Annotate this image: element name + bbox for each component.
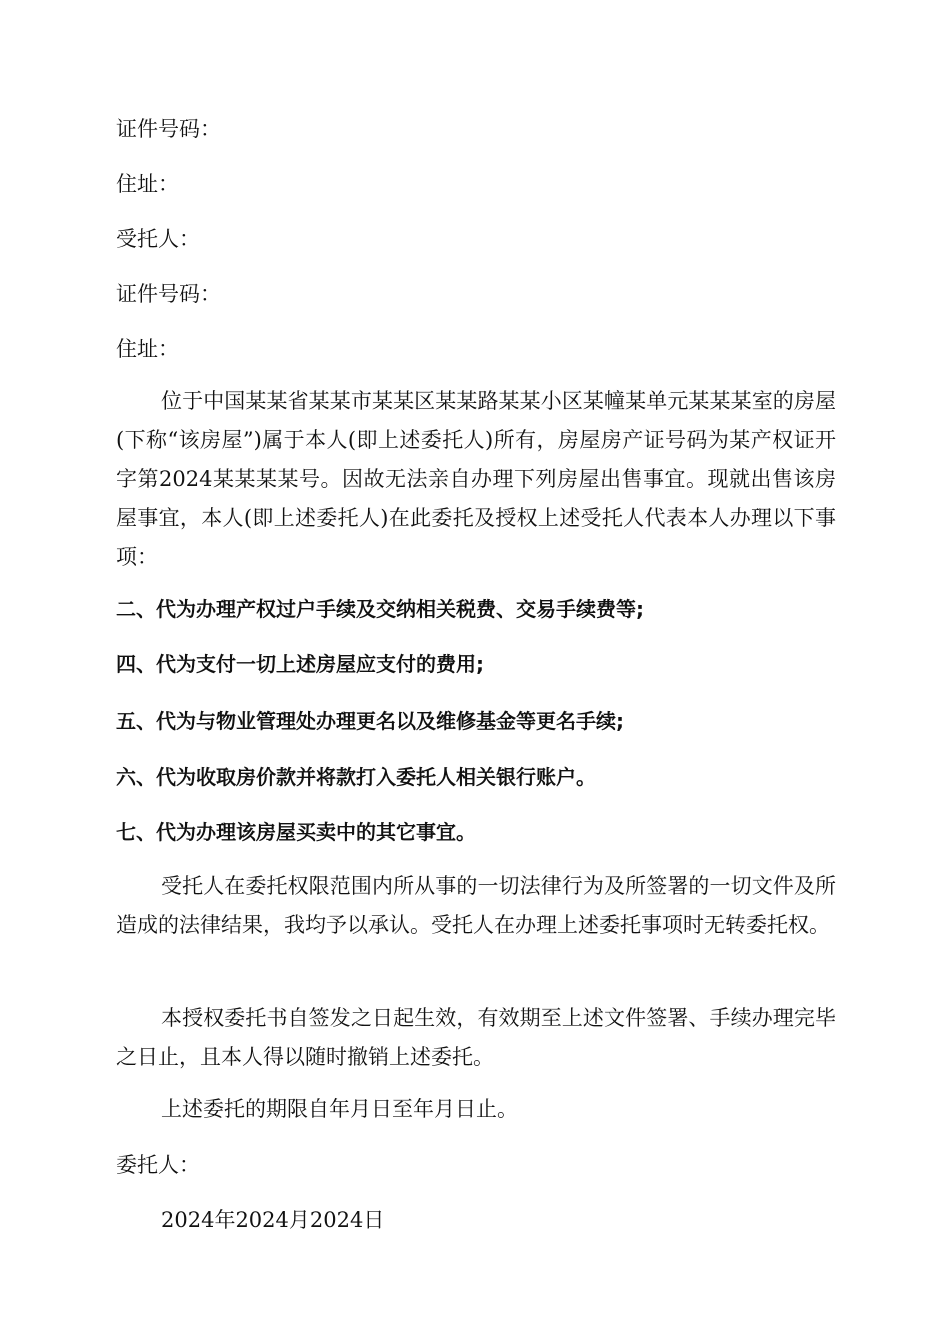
- principal-signature-label: 委托人：: [116, 1153, 200, 1177]
- item-4: 四、代为支付一切上述房屋应支付的费用;: [116, 652, 484, 676]
- item-7: 七、代为办理该房屋买卖中的其它事宜。: [116, 820, 476, 844]
- term-line: 上述委托的期限自年月日至年月日止。: [161, 1097, 518, 1121]
- intro-paragraph: 位于中国某某省某某市某某区某某路某某小区某幢某单元某某某室的房屋(下称“该房屋”)属于本人(即上述委托人)所有，房屋房产证号码为某产权证开字第2024某某某某号。因故无法亲自办理下列房屋出售事宜。现就出售该房屋事宜，本人(即上述委托人)在此委托及授权上述受托人代表本人办理以下事项：: [116, 389, 836, 569]
- principal-address-label: 住址：: [116, 172, 179, 196]
- validity-paragraph: 本授权委托书自签发之日起生效，有效期至上述文件签署、手续办理完毕之日止，且本人得以随时撤销上述委托。: [116, 1006, 836, 1069]
- item-2: 二、代为办理产权过户手续及交纳相关税费、交易手续费等;: [116, 597, 644, 621]
- agent-address-label: 住址：: [116, 337, 179, 361]
- item-5: 五、代为与物业管理处办理更名以及维修基金等更名手续;: [116, 709, 624, 733]
- principal-id-label: 证件号码：: [116, 117, 221, 141]
- agent-label: 受托人：: [116, 227, 200, 251]
- acknowledgement-paragraph: 受托人在委托权限范围内所从事的一切法律行为及所签署的一切文件及所造成的法律结果，我均予以承认。受托人在办理上述委托事项时无转委托权。: [116, 874, 836, 937]
- signature-date: 2024年2024月2024日: [161, 1208, 385, 1232]
- item-6: 六、代为收取房价款并将款打入委托人相关银行账户。: [116, 765, 596, 789]
- agent-id-label: 证件号码：: [116, 282, 221, 306]
